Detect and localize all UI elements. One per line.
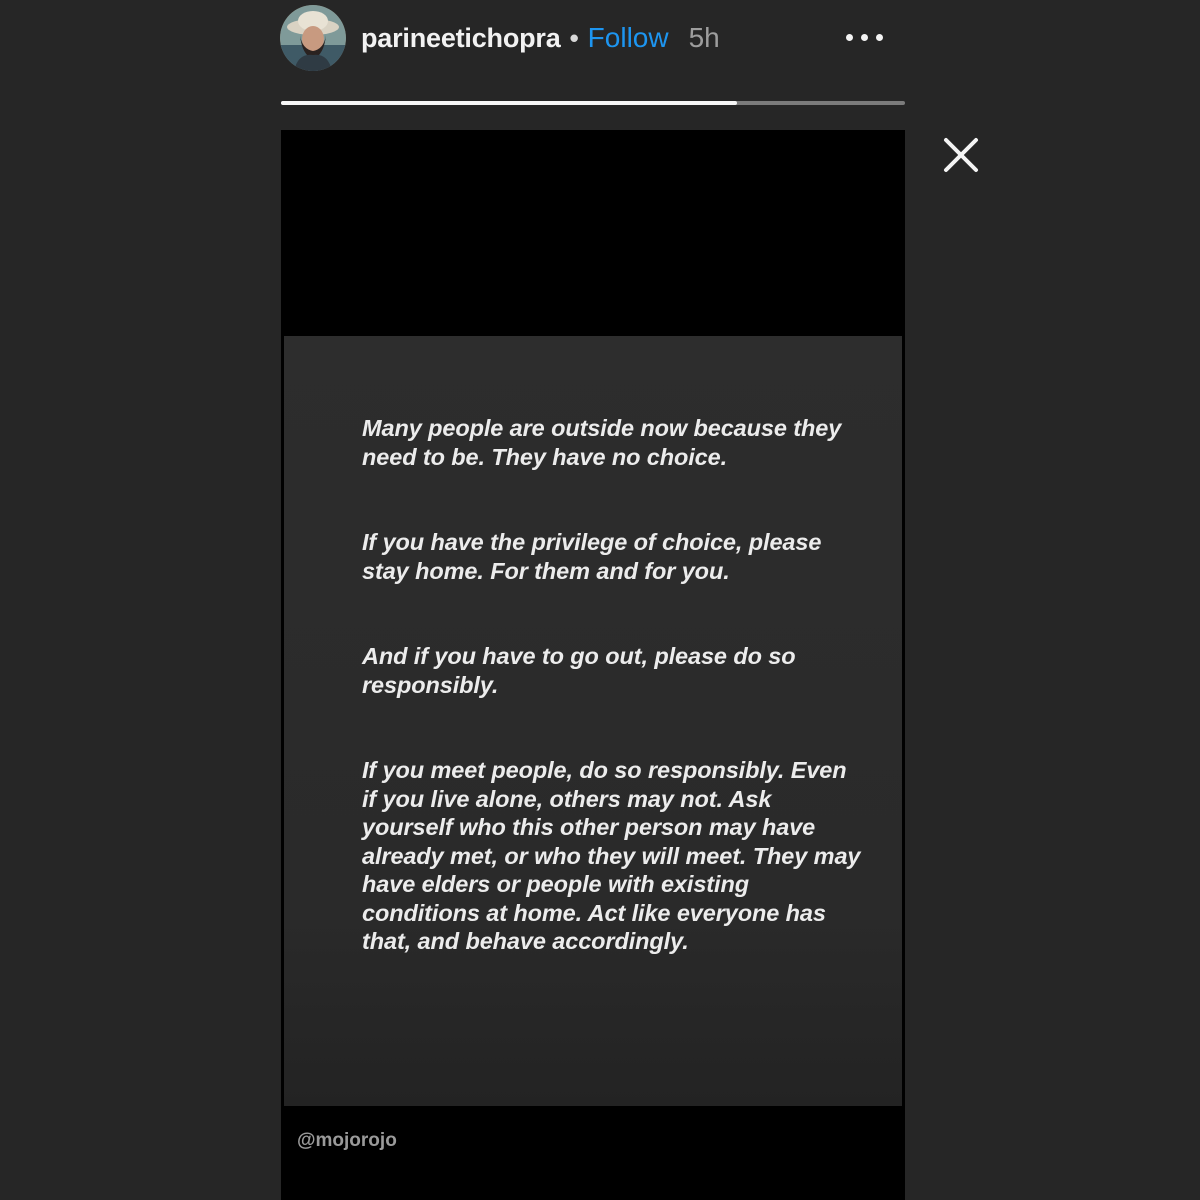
follow-button[interactable]: Follow [587,22,669,53]
more-dots-icon[interactable] [836,22,892,52]
quote-card [284,336,902,1106]
separator-dot: • [569,22,579,53]
story-header [361,16,720,60]
credit-handle: @mojorojo [297,1130,397,1151]
username[interactable]: parineetichopra [361,22,561,53]
message-paragraph: And if you have to go out, please do so responsibly. [362,643,796,698]
more-dot [876,34,883,41]
story-message [362,414,862,956]
more-dot [846,34,853,41]
message-paragraph: If you have the privilege of choice, please stay home. For them and for you. [362,529,822,584]
story-progress-fill [281,101,737,105]
story-frame[interactable] [281,130,905,1200]
message-paragraph: If you meet people, do so responsibly. Even if you live alone, others may not. Ask yourself who this other person may have already met, or who they will meet. They may have elders or people with existing conditions at home. Act like everyone has that, and behave accordingly. [362,757,861,954]
close-icon[interactable] [938,132,984,178]
story-progress-bar [281,101,905,105]
profile-photo [280,5,346,71]
message-paragraph: Many people are outside now because they need to be. They have no choice. [362,415,842,470]
timestamp: 5h [688,22,720,53]
avatar[interactable] [280,5,346,71]
more-dot [861,34,868,41]
